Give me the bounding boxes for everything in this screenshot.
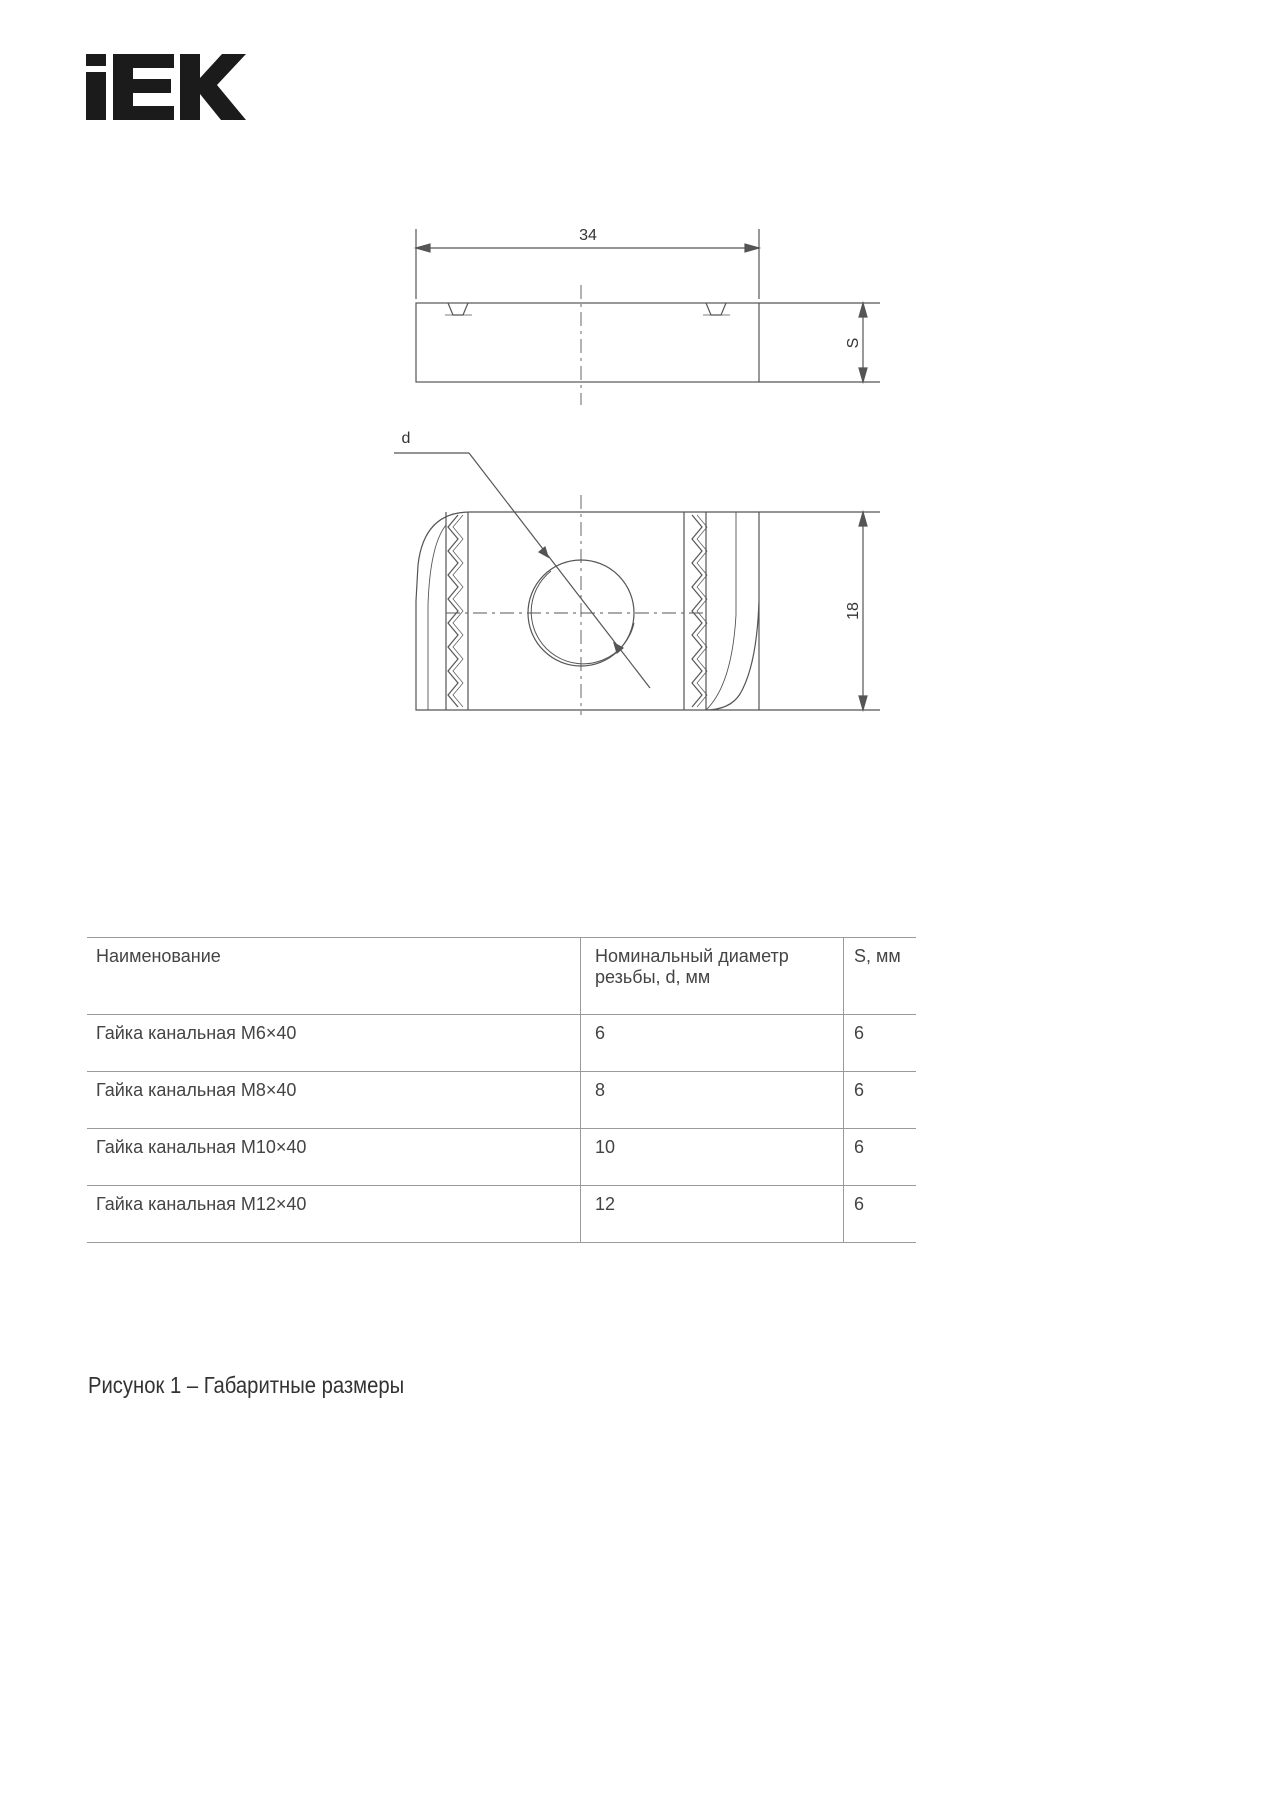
header-name: Наименование <box>87 938 581 1015</box>
table-header-row <box>87 938 916 1015</box>
cell-diameter: 10 <box>581 1129 844 1186</box>
channel-nut-drawing <box>360 215 920 735</box>
cell-thickness: 6 <box>844 1129 917 1186</box>
table-row <box>87 1072 916 1129</box>
figure-caption: Рисунок 1 – Габаритные размеры <box>88 1372 405 1398</box>
header-thickness: S, мм <box>844 938 917 1015</box>
dim-thickness-label: S <box>845 337 862 349</box>
cell-thickness: 6 <box>844 1186 917 1243</box>
cell-diameter: 6 <box>581 1015 844 1072</box>
cell-name: Гайка канальная M8×40 <box>87 1072 581 1129</box>
cell-diameter: 8 <box>581 1072 844 1129</box>
dim-width-label: 34 <box>579 227 597 244</box>
table-row <box>87 1015 916 1072</box>
cell-name: Гайка канальная M12×40 <box>87 1186 581 1243</box>
table-row <box>87 1186 916 1243</box>
cell-thickness: 6 <box>844 1072 917 1129</box>
iek-logo <box>86 54 246 120</box>
dim-height-label: 18 <box>845 602 862 620</box>
header-diameter: Номинальный диаметр резьбы, d, мм <box>581 938 844 1015</box>
dim-diameter-label: d <box>401 430 411 447</box>
table-row <box>87 1129 916 1186</box>
dimensions-table <box>87 937 916 1243</box>
cell-name: Гайка канальная M10×40 <box>87 1129 581 1186</box>
cell-name: Гайка канальная M6×40 <box>87 1015 581 1072</box>
cell-diameter: 12 <box>581 1186 844 1243</box>
cell-thickness: 6 <box>844 1015 917 1072</box>
